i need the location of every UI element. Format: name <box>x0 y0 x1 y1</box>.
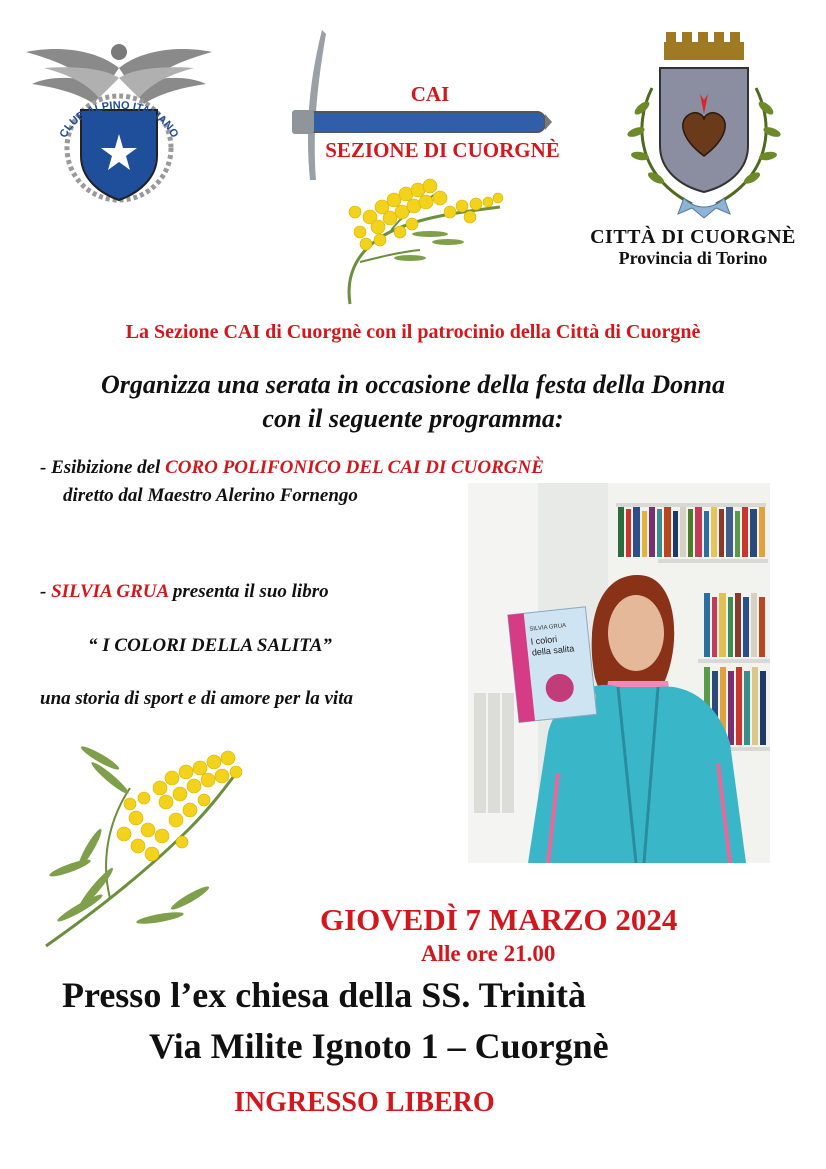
item2-suffix: presenta il suo libro <box>168 581 329 602</box>
cai-logo <box>24 38 214 208</box>
provincia-label: Provincia di Torino <box>618 248 768 268</box>
citta-label: CITTÀ DI CUORGNÈ <box>590 226 796 248</box>
photo-book-title-2: della salita <box>531 643 575 658</box>
program-item-coro <box>40 457 544 479</box>
patrocinio-line: La Sezione CAI di Cuorgnè con il patrocinio della Città di Cuorgnè <box>125 321 701 343</box>
photo-book-author: SILVIA GRUA <box>529 622 567 633</box>
item1-highlight: CORO POLIFONICO DEL CAI DI CUORGNÈ <box>165 457 544 478</box>
organizza-line-2: con il seguente programma: <box>262 404 564 433</box>
organizza-line-1: Organizza una serata in occasione della festa della Donna <box>100 370 726 399</box>
program-item-book <box>40 581 329 603</box>
mimosa-top-illustration <box>330 172 510 307</box>
free-entry-label: INGRESSO LIBERO <box>234 1087 495 1118</box>
event-venue: Presso l’ex chiesa della SS. Trinità <box>62 975 587 1015</box>
item1-prefix: - Esibizione del <box>40 457 166 478</box>
item2-prefix: - <box>40 581 52 602</box>
program-item-coro-detail: diretto dal Maestro Alerino Fornengo <box>63 485 358 506</box>
event-date: GIOVEDÌ 7 MARZO 2024 <box>320 902 678 937</box>
event-time: Alle ore 21.00 <box>421 941 556 966</box>
book-title: “ I COLORI DELLA SALITA” <box>88 635 332 656</box>
item2-highlight: SILVIA GRUA <box>51 581 169 602</box>
event-address: Via Milite Ignoto 1 – Cuorgnè <box>149 1026 609 1066</box>
mimosa-bottom-illustration <box>40 738 255 953</box>
author-photo <box>468 483 770 863</box>
ice-axe-graphic <box>282 30 572 190</box>
sezione-label: SEZIONE DI CUORGNÈ <box>325 138 560 162</box>
svg-text:CLUB ALPINO ITALIANO <box>58 100 181 141</box>
cai-logo-text: CLUB ALPINO ITALIANO <box>57 99 181 140</box>
photo-book-title-1: I colori <box>530 633 558 647</box>
book-tagline: una storia di sport e di amore per la vita <box>40 688 353 709</box>
cai-label: CAI <box>410 82 450 106</box>
town-crest <box>612 28 797 224</box>
